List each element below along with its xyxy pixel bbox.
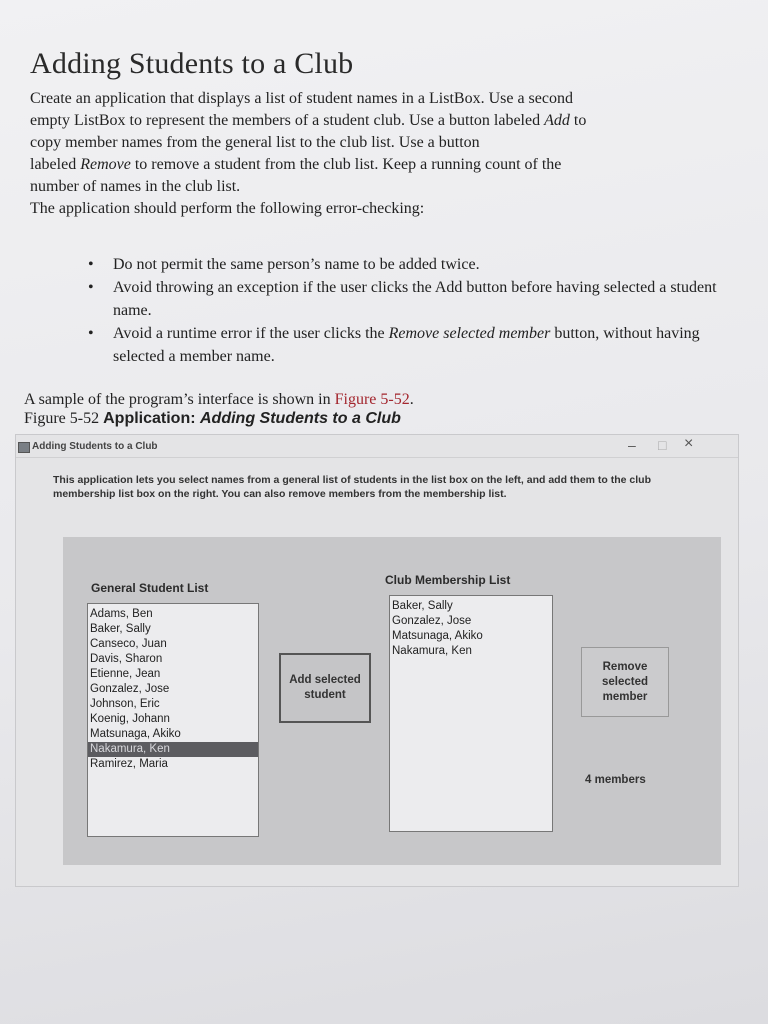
bullet-text: Avoid throwing an exception if the user clicks the Add button before having selected a student name. [113, 279, 717, 319]
list-item [88, 253, 738, 276]
list-item[interactable]: Baker, Sally [90, 623, 151, 635]
window-title: Adding Students to a Club [32, 441, 158, 452]
figure-label: Application: [103, 410, 200, 427]
add-selected-student-button[interactable]: Add selected student [279, 653, 371, 723]
add-word: Add [544, 112, 570, 129]
bullet-emphasis: Remove selected member [388, 325, 551, 342]
list-item[interactable]: Baker, Sally [392, 600, 453, 612]
list-item[interactable]: Canseco, Juan [90, 638, 167, 650]
bullet-icon: • [88, 256, 94, 273]
page-title: Adding Students to a Club [30, 47, 354, 80]
intro-line: number of names in the club list. [30, 178, 241, 195]
figure-reference-link[interactable]: Figure 5-52 [334, 391, 410, 408]
bullet-text: Avoid a runtime error if the user clicks the [113, 325, 389, 342]
general-list-label: General Student List [91, 581, 209, 595]
list-item [88, 322, 738, 368]
bullet-text: button, without having selected a member name. [113, 325, 700, 365]
intro-line: copy member names from the general list to the club list. Use a button [30, 134, 480, 151]
list-item[interactable]: Matsunaga, Akiko [392, 630, 483, 642]
list-item[interactable]: Johnson, Eric [90, 698, 160, 710]
intro-line: The application should perform the following error-checking: [30, 200, 425, 217]
list-item[interactable]: Matsunaga, Akiko [90, 728, 181, 740]
remove-selected-member-button[interactable]: Remove selected member [581, 647, 669, 717]
bullet-icon: • [88, 279, 94, 296]
close-icon[interactable]: × [684, 435, 694, 452]
bullet-text: Do not permit the same person’s name to be added twice. [113, 256, 480, 273]
intro-line: to remove a student from the club list. Keep a running count of the [130, 156, 562, 173]
list-item[interactable]: Ramirez, Maria [90, 758, 168, 770]
intro-line: labeled [30, 156, 81, 173]
list-item [88, 276, 738, 322]
intro-line: to [569, 112, 587, 129]
list-item[interactable]: Nakamura, Ken [88, 742, 258, 757]
list-item[interactable]: Koenig, Johann [90, 713, 170, 725]
intro-paragraph [30, 88, 730, 220]
figure-title: Adding Students to a Club [200, 410, 401, 427]
error-check-list [88, 253, 738, 368]
intro-line: empty ListBox to represent the members of a student club. Use a button labeled [30, 112, 545, 129]
list-item[interactable]: Nakamura, Ken [392, 645, 472, 657]
bullet-icon: • [88, 325, 94, 342]
sample-text: A sample of the program’s interface is shown in [24, 391, 335, 408]
list-item[interactable]: Gonzalez, Jose [90, 683, 170, 695]
figure-caption [24, 409, 768, 428]
club-membership-listbox[interactable] [389, 595, 553, 832]
general-student-listbox[interactable] [87, 603, 259, 837]
list-item[interactable]: Davis, Sharon [90, 653, 163, 665]
maximize-icon[interactable]: □ [658, 437, 667, 453]
list-item[interactable]: Etienne, Jean [90, 668, 161, 680]
app-icon [18, 442, 30, 453]
document-body [0, 44, 768, 428]
intro-line: Create an application that displays a list of student names in a ListBox. Use a second [30, 90, 573, 107]
remove-word: Remove [80, 156, 131, 173]
app-window [15, 434, 739, 887]
sample-sentence [24, 390, 768, 409]
figure-number: Figure 5-52 [24, 410, 104, 427]
sample-end: . [409, 391, 414, 408]
minimize-icon[interactable]: – [628, 437, 636, 453]
app-description: This application lets you select names from a general list of students in the list box on the left, and add them to the club membership list box on the right. You can also remove members from the membership list. [53, 474, 652, 500]
club-list-label: Club Membership List [385, 573, 511, 587]
member-count: 4 members [585, 774, 646, 786]
list-item[interactable]: Gonzalez, Jose [392, 615, 472, 627]
list-item[interactable]: Adams, Ben [90, 608, 153, 620]
